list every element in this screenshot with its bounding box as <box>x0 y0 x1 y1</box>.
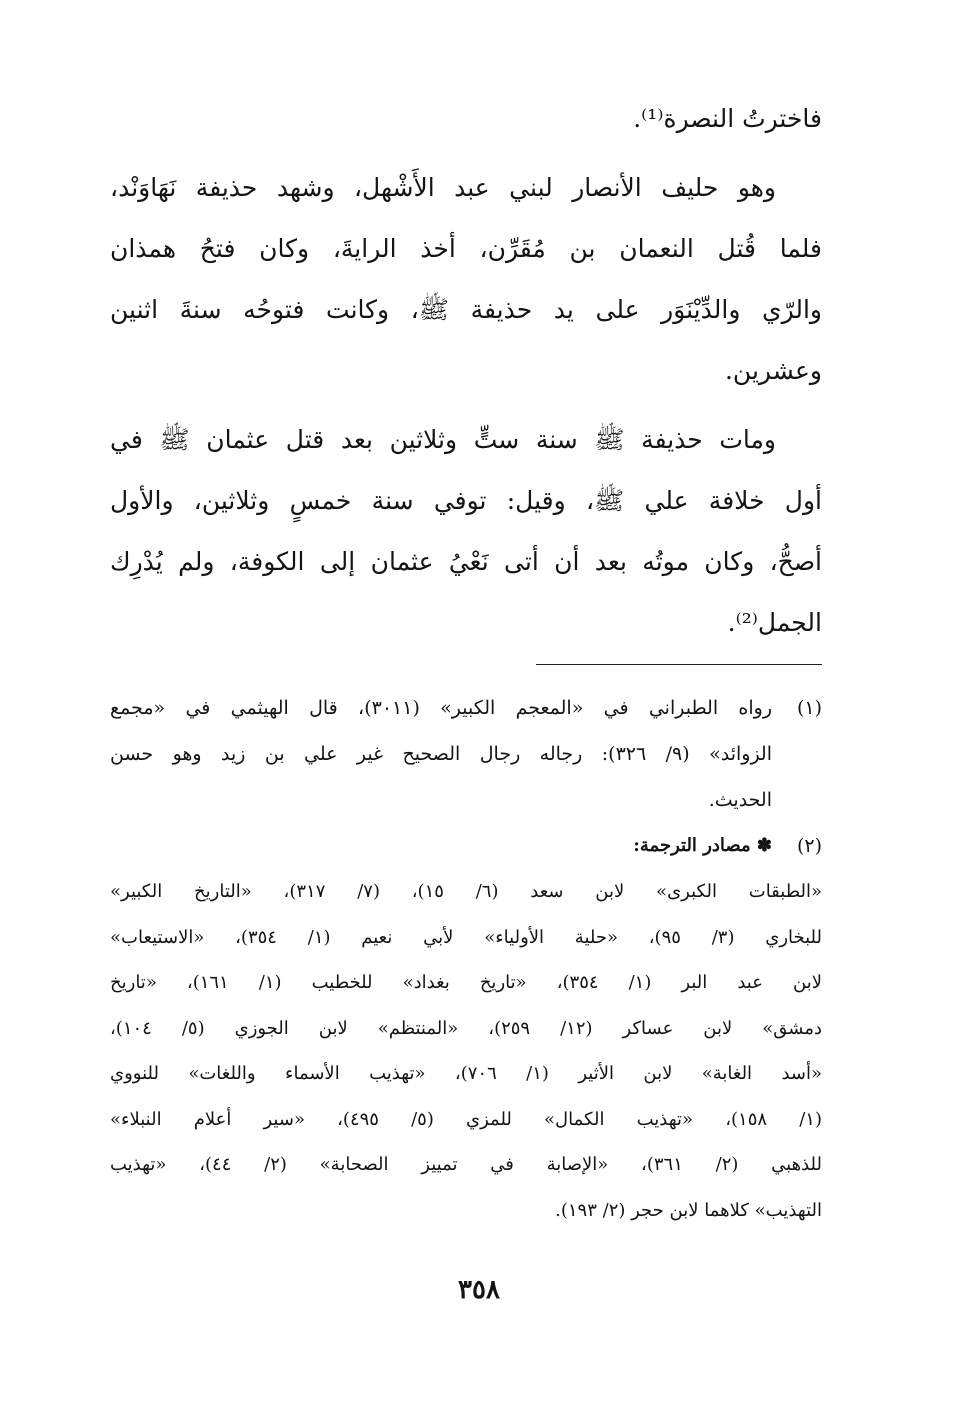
footnote-2-line: للذهبي (٢/ ٣٦١)، «الإصابة في تمييز الصحابة» (٢/ ٤٤)، «تهذيب <box>110 1154 822 1175</box>
footnote-1-number: (١) <box>796 697 822 719</box>
paragraph-1-line-1: فاخترتُ النصرة⁽¹⁾. <box>633 104 822 133</box>
page-number: ٣٥٨ <box>458 1275 500 1305</box>
footnote-2-line: لابن عبد البر (١/ ٣٥٤)، «تاريخ بغداد» للخطيب (١/ ١٦١)، «تاريخ <box>110 972 822 993</box>
paragraph-2-line-3: والرّي والدِّيْنَوَر على يد حذيفة ﷺ، وكانت فتوحُه سنةَ اثنين <box>110 295 822 324</box>
paragraph-3-line-2: أول خلافة علي ﷺ، وقيل: توفي سنة خمسٍ وثلاثين، والأول <box>110 486 822 515</box>
paragraph-3-line-1: ومات حذيفة ﷺ سنة ستٍّ وثلاثين بعد قتل عثمان ﷺ في <box>110 425 776 454</box>
footnote-1-line: رواه الطبراني في «المعجم الكبير» (٣٠١١)، قال الهيثمي في «مجمع <box>110 697 772 719</box>
footnote-1-line: الحديث. <box>708 789 772 811</box>
footnotes <box>110 685 822 1233</box>
footnote-2-line: للبخاري (٣/ ٩٥)، «حلية الأولياء» لأبي نعيم (١/ ٣٥٤)، «الاستيعاب» <box>110 926 822 948</box>
footnote-2-line: «أسد الغابة» لابن الأثير (١/ ٧٠٦)، «تهذيب الأسماء واللغات» للنووي <box>110 1063 822 1084</box>
paragraph-2-line-2: فلما قُتل النعمان بن مُقَرِّن، أخذ الرايةَ، وكان فتحُ همذان <box>110 234 822 263</box>
footnote-2-line: دمشق» لابن عساكر (١٢/ ٢٥٩)، «المنتظم» لابن الجوزي (٥/ ١٠٤)، <box>110 1017 822 1039</box>
footnote-separator <box>536 664 822 665</box>
footnote-2 <box>110 823 822 1233</box>
paragraph-2-line-1: وهو حليف الأنصار لبني عبد الأَشْهل، وشهد حذيفة نَهَاوَنْد، <box>110 173 776 202</box>
paragraph-2-line-4: وعشرين. <box>724 356 822 385</box>
footnote-2-line: (١/ ١٥٨)، «تهذيب الكمال» للمزي (٥/ ٤٩٥)، «سير أعلام النبلاء» <box>110 1108 822 1130</box>
footnote-1-line: الزوائد» (٩/ ٣٢٦): رجاله رجال الصحيح غير علي بن زيد وهو حسن <box>110 743 772 765</box>
paragraph-3-line-3: أصحُّ، وكان موتُه بعد أن أتى نَعْيُ عثمان إلى الكوفة، ولم يُدْرِك <box>110 547 822 576</box>
footnote-1 <box>110 685 822 823</box>
footnote-2-number: (٢) <box>796 835 822 857</box>
main-text <box>110 88 822 653</box>
footnote-2-line: «الطبقات الكبرى» لابن سعد (٦/ ١٥)، (٧/ ٣١٧)، «التاريخ الكبير» <box>110 881 822 902</box>
paragraph-3-line-4: الجمل⁽²⁾. <box>727 608 822 637</box>
footnote-2-heading: ✽ مصادر الترجمة: <box>633 835 772 856</box>
footnote-2-line: التهذيب» كلاهما لابن حجر (٢/ ١٩٣). <box>555 1199 822 1221</box>
